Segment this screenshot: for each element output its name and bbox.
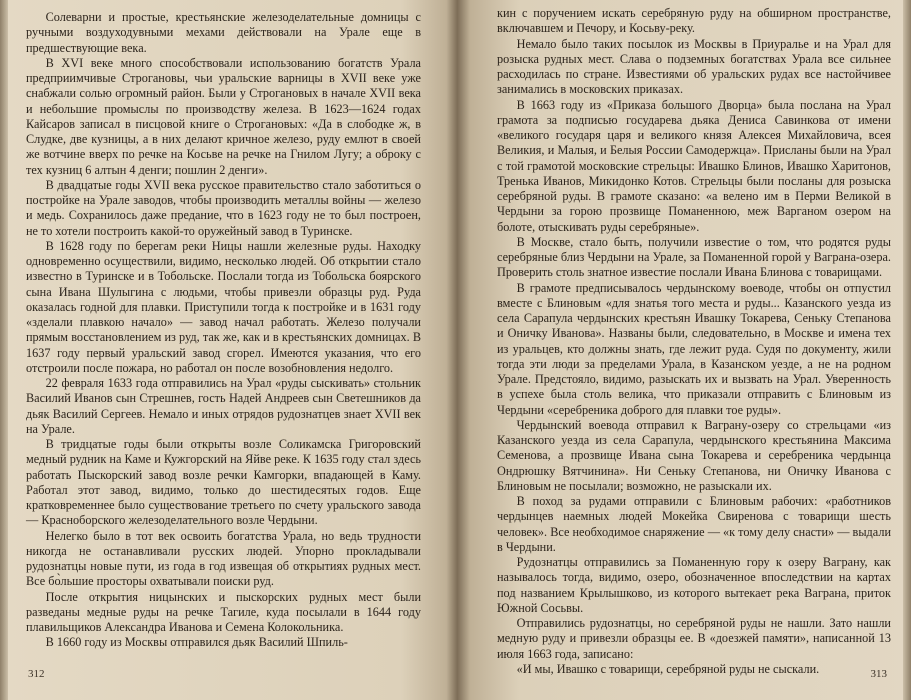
right-paragraph: Рудознатцы отправились за Поманенную гору к озеру Ваграну, как называлось тогда, видимо, озеро, обозначенное впоследствии на картах под названием Крылышково, из которого вытекает река Ваграна, приток Южной Сосьвы. — [497, 555, 891, 615]
left-paragraph: В двадцатые годы XVII века русское правительство стало заботиться о постройке на Урале заводов, чтобы производить металлы войны — железо и медь. Сохранилось даже предание, что в 1623 году не то был построен, не то хотели построить какой-то оружейный завод в Туринске. — [26, 177, 421, 238]
page-number-right: 313 — [870, 668, 887, 680]
left-paragraph: В 1660 году из Москвы отправился дьяк Василий Шпиль- — [45, 635, 348, 650]
left-paragraph: Нелегко было в тот век освоить богатства Урала, но ведь трудности никогда не останавливали русских людей. Упорно прокладывали рудознатцы новые пути, из года в год извещая об открытиях рудных мест. Все бо̀льшие просторы охватывали поиски руд. — [26, 528, 421, 589]
left-paragraph: После открытия ницынских и пыскорских рудных мест были разведаны медные руды на речке Тагиле, куда посылали в 1644 году плавильщиков Александра Иванова и Семена Колокольника. — [26, 589, 421, 634]
right-paragraph: Немало было таких посылок из Москвы в Приуралье и на Урал для розыска рудных мест. Слава о подземных богатствах Урала все сильнее расходилась по стране. Известиями об уральских рудах все настойчивее занимались в московских приказах. — [497, 36, 891, 97]
left-paragraph: В 1628 году по берегам реки Ницы нашли железные руды. Находку одновременно осуществили, видимо, несколько людей. Об открытии стало известно в Туринске и в Тобольске. Послали тогда из Тобольска боярского сына Ивана Шулыгина с людьми, чтобы привезли образцы руд. Руда оказалась годной для плавки. Приступили тогда к постройке и в 1631 году «зделали плавкою начало» — завод начал работать. Железо получали прямым восстановлением из руд, так же, как и в крестьянских домницах. В 1637 году первый уральский завод сгорел. Имеются указания, что его отстроили после пожара, но работал он после возобновления недолго. — [26, 238, 421, 375]
left-page-text — [26, 10, 421, 651]
page-number-left: 312 — [28, 668, 45, 680]
right-paragraph: Чердынский воевода отправил к Ваграну-озеру со стрельцами «из Казанского уезда из села Сарапула, чердынского крестьянина Максима Семенова, а прозвище Ивана сына Токарева и серебреника чердынца Ондрюшку Вятчинина». Ни Сеньку Степанова, ни Оничку Иванова с Блиновым не посылали; возможно, не разыскали их. — [497, 417, 891, 493]
right-paragraph: Отправились рудознатцы, но серебряной руды не нашли. Зато нашли медную руду и привезли образцы ее. В «доезжей памяти», написанной 13 июля 1663 года, записано: — [497, 616, 891, 661]
right-paragraph: В Москве, стало быть, получили известие о том, что родятся руды серебряные близ Чердыни на Урале, за Поманенной горой у Ваграна-озера. Проверить столь знатное известие послали Ивана Блинова с товарищами. — [497, 234, 891, 280]
right-paragraph: В грамоте предписывалось чердынскому воеводе, чтобы он отпустил вместе с Блиновым «для знатья того места и руды... Казанского уезда из села Сарапула чердынских крестьян Ивашку Токарева, Сеньку Степанова и Оничку Иванова». Названы были, следовательно, в Москве и имена тех из уральцев, кто должны знать, где лежит руда. Судя по документу, жили тогда эти люди за пределами Урала, в Казанском уезде, а не на родном Урале. Предстояло, видимо, разыскать их и вызвать на Урал. Уверенность в успехе была столь велика, что приказали отправить с Блиновым из Чердыни «серебреника доброго для плавки тое руды». — [497, 280, 891, 417]
right-paragraph: В 1663 году из «Приказа большого Дворца» была послана на Урал грамота за подписью государева дьяка Дениса Савинкова от имени «великого государя царя и великого князя Алексея Михайловича, всея Великия, и Малыя, и Белыя России Самодержца». Присланы были на Урал с той грамотой московские стрельцы: Ивашко Блинов, Ивашко Харитонов, Тренька Иванов, Микидонко Котов. Стрельцы были посланы для розыска серебряной руды. В грамоте сказано: «а велено им в Перми Великой в Чердыни за горою прозвище Поманенною, меж Варганом озером на болоте, отыскивать руды серебряные». — [497, 97, 891, 234]
right-paragraph: кин с поручением искать серебряную руду на обширном пространстве, включавшем и Печору, и Косьву-реку. — [497, 6, 891, 36]
right-paragraph: В поход за рудами отправили с Блиновым рабочих: «работников чердынцев наемных людей Мокейка Свиренова с товарищи шесть человек». Все необходимое снаряжение — «к тому делу снасти» — выдали в Чердыни. — [497, 494, 891, 554]
left-paragraph: Солеварни и простые, крестьянские железоделательные домницы с ручными воздуходувными мехами действовали на Урале еще в предшествующие века. — [26, 10, 421, 55]
left-paragraph: В XVI веке много способствовали использованию богатств Урала предприимчивые Строгановы, чьи уральские варницы в XVII веке уже снабжали солью огромный район. Были у Строгановых в начале XVII века и небольшие промыслы по производству железа. В 1623—1624 годах Кайсаров записал в писцовой книге о Строгановых: «Да в слободке ж, в Слудке, две кузницы, а в них делают кричное железо, руду емлют в своей же вотчине вверх по речке на Косьве на речке на Гнилом Лугу; а оброку с тех кузниц 6 алтын 4 денги; пошлин 2 денги». — [26, 55, 421, 177]
right-page-text — [497, 6, 891, 677]
right-paragraph: «И мы, Ивашко с товарищи, серебряной руды не сыскали. — [516, 661, 820, 676]
left-paragraph: В тридцатые годы были открыты возле Соликамска Григоровский медный рудник на Каме и Кужгорский на Яйве реке. К 1635 году стал здесь работать Пыскорский завод возле речки Камгорки, впадающей в Каму. Работал этот завод, видимо, только до шестидесятых годов. Еще кратковременнее было существование третьего по счету уральского завода — Красноборского железоделательного возле Чердыни. — [26, 437, 421, 528]
right-page — [459, 0, 911, 700]
left-paragraph: 22 февраля 1633 года отправились на Урал «руды сыскивать» стольник Василий Иванов сын Стрешнев, гость Надей Андреев сын Светешников да дьяк Василий Сергеев. Немало и иных отрядов рудознатцев знает XVII век на Урале. — [26, 376, 421, 436]
left-page — [0, 0, 455, 700]
